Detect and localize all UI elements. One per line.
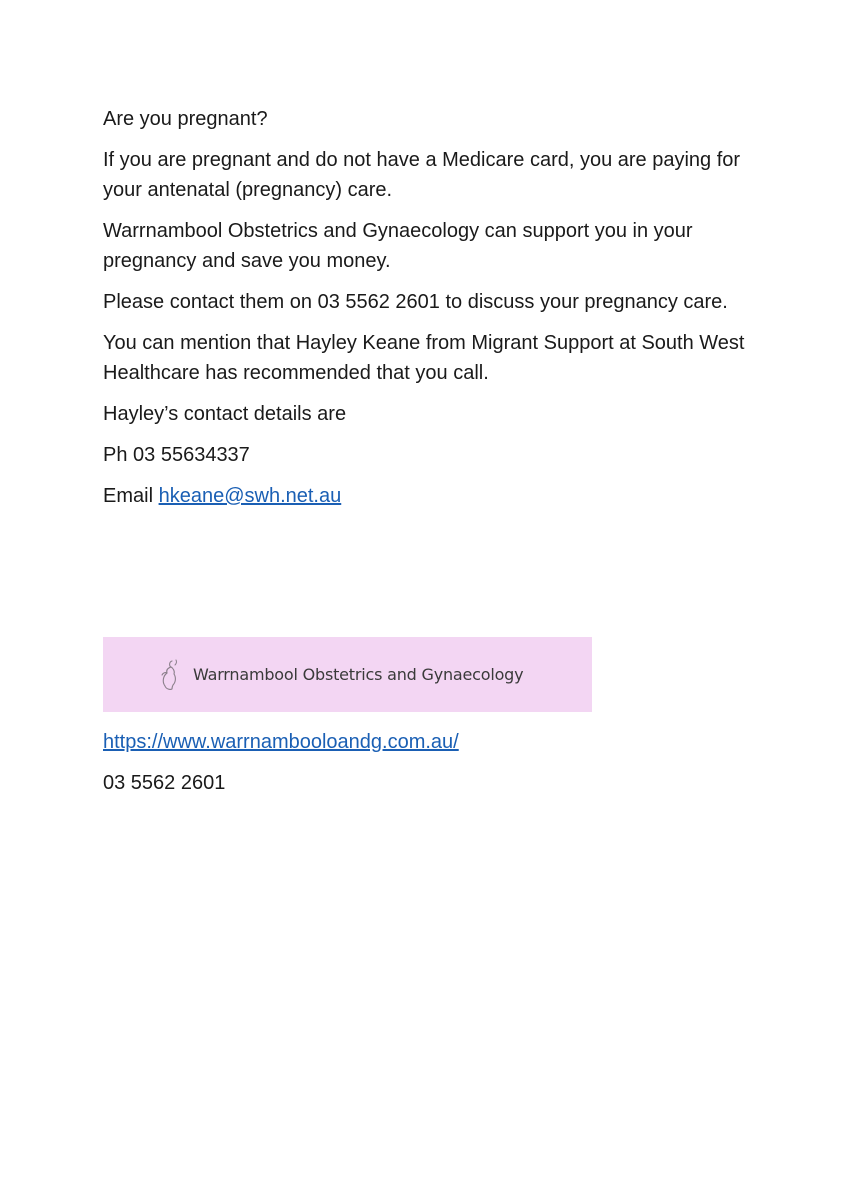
- paragraph-referral: You can mention that Hayley Keane from Migrant Support at South West Healthcare has recommended that you call.: [103, 332, 745, 384]
- clinic-banner: [103, 637, 592, 712]
- clinic-name: Warrnambool Obstetrics and Gynaecology: [193, 665, 524, 684]
- email-label: Email: [103, 485, 159, 507]
- paragraph-support: Warrnambool Obstetrics and Gynaecology can support you in your pregnancy and save you money.: [103, 220, 693, 272]
- clinic-contact: [103, 727, 459, 809]
- document-body: [103, 104, 753, 522]
- clinic-phone: 03 5562 2601: [103, 772, 226, 794]
- website-link[interactable]: https://www.warrnambooloandg.com.au/: [103, 731, 459, 753]
- email-line: [103, 481, 753, 511]
- pregnancy-silhouette-icon: [157, 658, 183, 692]
- heading-question: Are you pregnant?: [103, 108, 268, 130]
- phone-line: Ph 03 55634337: [103, 444, 250, 466]
- paragraph-contact-intro: Hayley’s contact details are: [103, 403, 347, 425]
- email-link[interactable]: hkeane@swh.net.au: [158, 485, 342, 507]
- paragraph-medicare: If you are pregnant and do not have a Medicare card, you are paying for your antenatal (pregnancy) care.: [103, 149, 741, 201]
- website-line: [103, 727, 459, 757]
- paragraph-contact: Please contact them on 03 5562 2601 to discuss your pregnancy care.: [103, 291, 728, 313]
